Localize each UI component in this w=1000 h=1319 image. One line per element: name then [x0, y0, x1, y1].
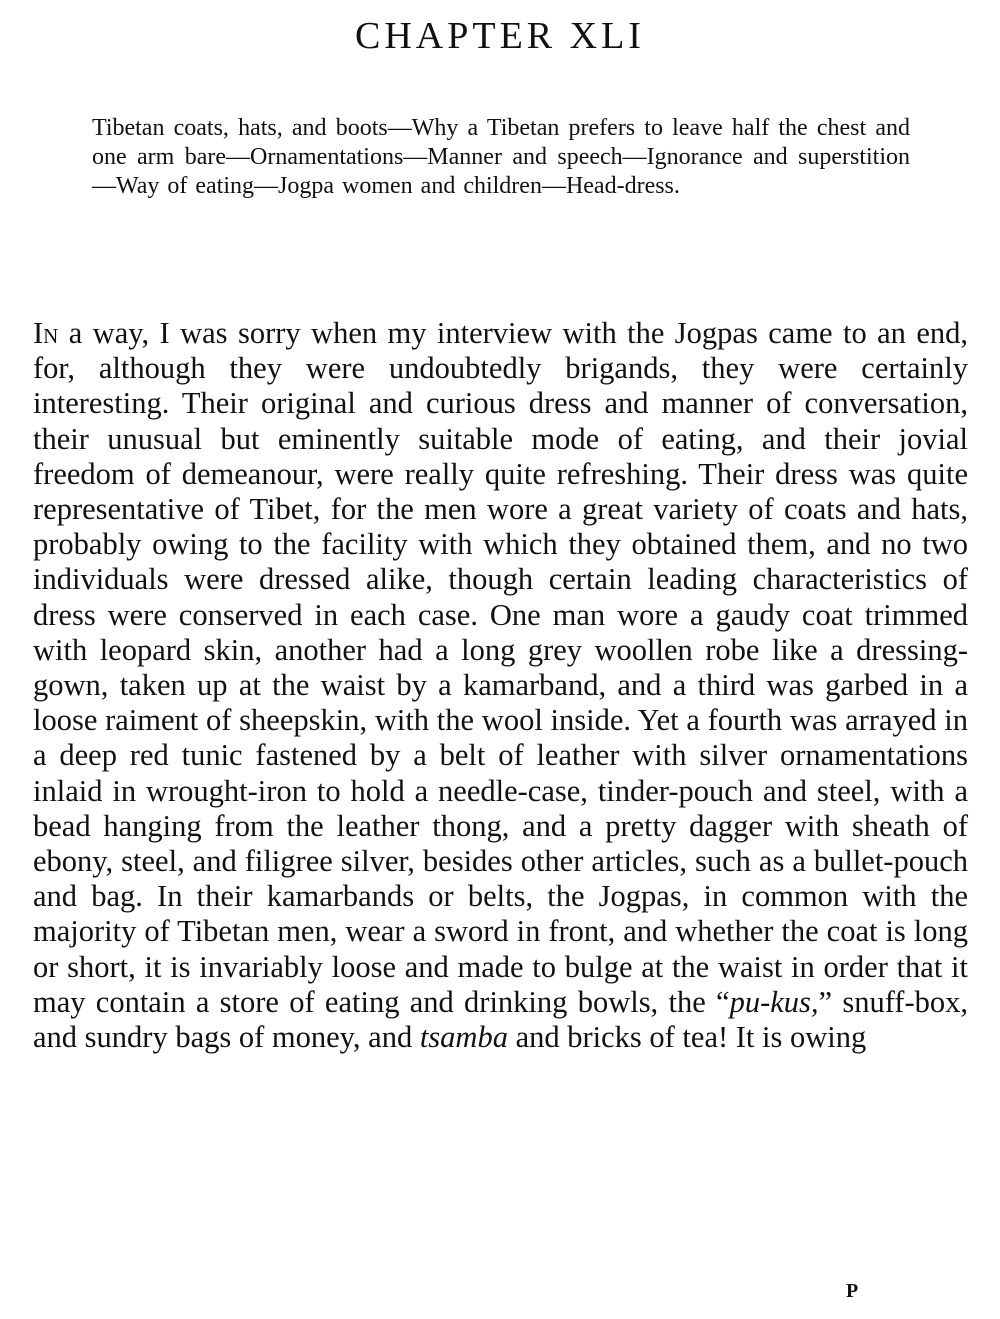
body-text-segment: and bricks of tea! It is owing — [507, 1020, 867, 1055]
signature-mark: P — [846, 1280, 859, 1302]
opening-word: In — [33, 316, 59, 350]
italic-term-pukus: pu-kus, — [729, 984, 819, 1019]
chapter-title: CHAPTER XLI — [355, 15, 645, 57]
chapter-synopsis: Tibetan coats, hats, and boots—Why a Tibetan prefers to leave half the chest and one arm bare—Ornamentations—Manner and speech—Ignorance and superstition—Way of eating—Jogpa women and children—Head-dress. — [92, 115, 910, 199]
body-paragraph — [33, 316, 968, 1055]
body-text-segment: a way, I was sorry when my interview with the Jogpas came to an end, for, although they were undoubtedly brigands, they were certainly interesting. Their original and curious dress and manner of conversation, their unusual but eminently suitable mode of eating, and their jovial freedom of demeanour, were really quite refreshing. Their dress was quite representative of Tibet, for the men wore a great variety of coats and hats, probably owing to the facility with which they obtained them, and no two individuals were dressed alike, though certain leading characteristics of dress were conserved in each case. One man wore a gaudy coat trimmed with leopard skin, another had a long grey woollen robe like a dressing-gown, taken up at the waist by a kamarband, and a third was garbed in a loose raiment of sheepskin, with the wool inside. Yet a fourth was arrayed in a deep red tunic fastened by a belt of leather with silver ornamentations inlaid in wrought-iron to hold a needle-case, tinder-pouch and steel, with a bead hanging from the leather thong, and a pretty dagger with sheath of ebony, steel, and filigree silver, besides other articles, such as a bullet-pouch and bag. In their kamarbands or belts, the Jogpas, in common with the majority of Tibetan men, wear a sword in front, and whether the coat is long or short, it is invariably loose and made to bulge at the waist in order that it may contain a store of eating and drinking bowls, the “ — [33, 316, 968, 1019]
italic-term-tsamba: tsamba — [419, 1020, 508, 1055]
body-text-segment: ” snuff-box, and sundry bags of money, and — [33, 984, 968, 1055]
